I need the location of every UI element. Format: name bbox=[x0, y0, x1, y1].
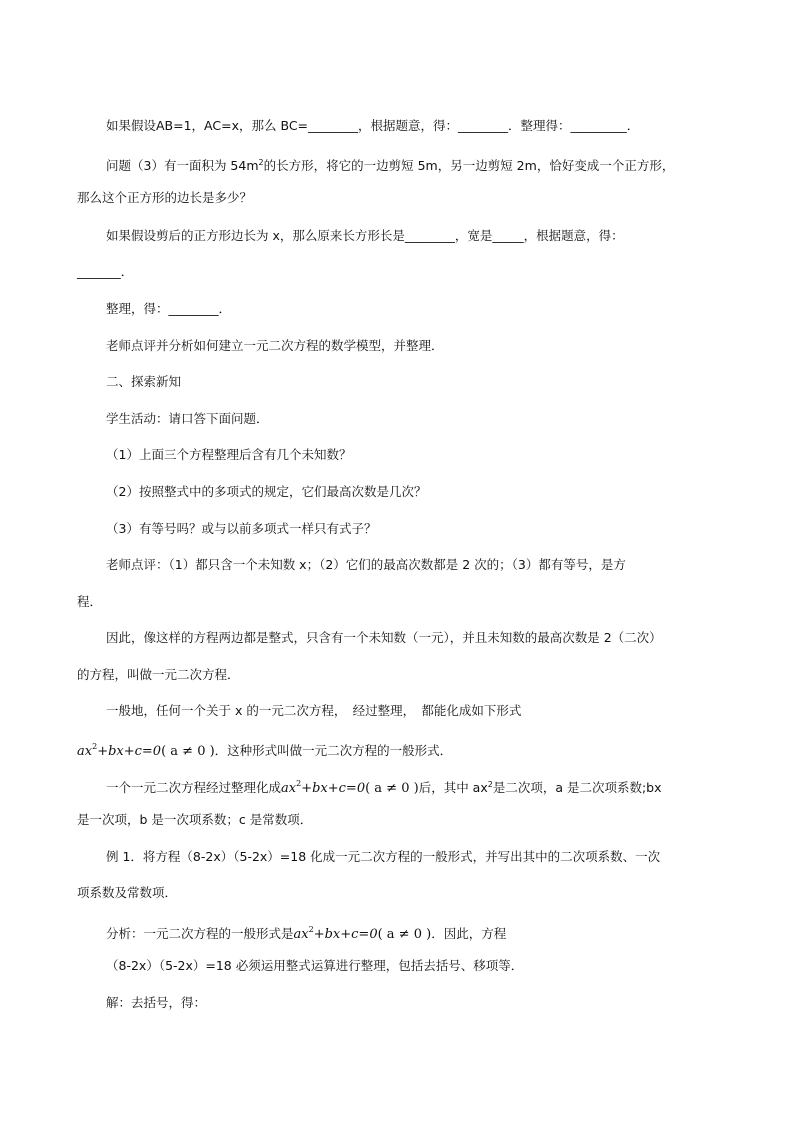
text-line: 解：去括号，得： bbox=[106, 995, 207, 1010]
general-form-formula: $ax^2+bx+c=0$( a ≠ 0 ) bbox=[77, 742, 215, 759]
text-line: 老师点评并分析如何建立一元二次方程的数学模型，并整理． bbox=[106, 338, 444, 353]
general-form-formula: $ax^2+bx+c=0$( a ≠ 0 ) bbox=[293, 925, 432, 942]
text-line: 程． bbox=[77, 594, 103, 609]
text-line: 整理，得：________． bbox=[106, 301, 232, 316]
example-line: 例 1．将方程（8-2x）（5-2x）=18 化成一元二次方程的一般形式，并写出其中的二次项系数、一次 bbox=[106, 849, 661, 864]
text-line: _______． bbox=[77, 264, 134, 279]
text-line: $ax^2+bx+c=0$( a ≠ 0 )．这种形式叫做一元二次方程的一般形式． bbox=[77, 742, 453, 759]
text-line: 问题（3）有一面积为 $54m^2$的长方形，将它的一边剪短 5m，另一边剪短 2m，恰好变成一个正方形， bbox=[106, 158, 675, 173]
text-line: 老师点评：（1）都只含一个未知数 x；（2）它们的最高次数都是 2 次的；（3）都有等号，是方 bbox=[106, 557, 626, 572]
text-line: 学生活动：请口答下面问题． bbox=[106, 411, 269, 426]
text-line: 的方程，叫做一元二次方程． bbox=[77, 667, 240, 682]
section-heading: 二、探索新知 bbox=[106, 374, 182, 389]
text-line: 一个一元二次方程经过整理化成$ax^2+bx+c=0$( a ≠ 0 )后，其中 $ax^2$是二次项，a 是二次项系数;bx bbox=[106, 779, 662, 796]
text-line: 那么这个正方形的边长是多少？ bbox=[77, 190, 253, 205]
text-line: 项系数及常数项． bbox=[77, 885, 178, 900]
list-item: （2）按照整式中的多项式的规定，它们最高次数是几次？ bbox=[106, 484, 427, 499]
text-line: 分析：一元二次方程的一般形式是$ax^2+bx+c=0$( a ≠ 0 )．因此，方程 bbox=[106, 925, 507, 942]
text-line: 是一次项，b 是一次项系数；c 是常数项． bbox=[77, 812, 313, 827]
text-line: （8-2x）（5-2x）=18 必须运用整式运算进行整理，包括去括号、移项等． bbox=[106, 958, 524, 973]
text-line: 如果假设剪后的正方形边长为 x，那么原来长方形长是________，宽是_____，根据题意，得： bbox=[106, 228, 624, 243]
text-line: 如果假设AB=1，AC=x，那么 BC=________，根据题意，得：________．整理得：_________． bbox=[106, 118, 640, 133]
general-form-formula: $ax^2+bx+c=0$( a ≠ 0 ) bbox=[281, 779, 419, 796]
list-item: （3）有等号吗？或与以前多项式一样只有式子？ bbox=[106, 521, 377, 536]
text-line: 因此，像这样的方程两边都是整式，只含有一个未知数（一元），并且未知数的最高次数是 2（二次） bbox=[106, 630, 662, 645]
text-line: 一般地，任何一个关于 x 的一元二次方程， 经过整理， 都能化成如下形式 bbox=[106, 703, 522, 718]
list-item: （1）上面三个方程整理后含有几个未知数？ bbox=[106, 447, 352, 462]
